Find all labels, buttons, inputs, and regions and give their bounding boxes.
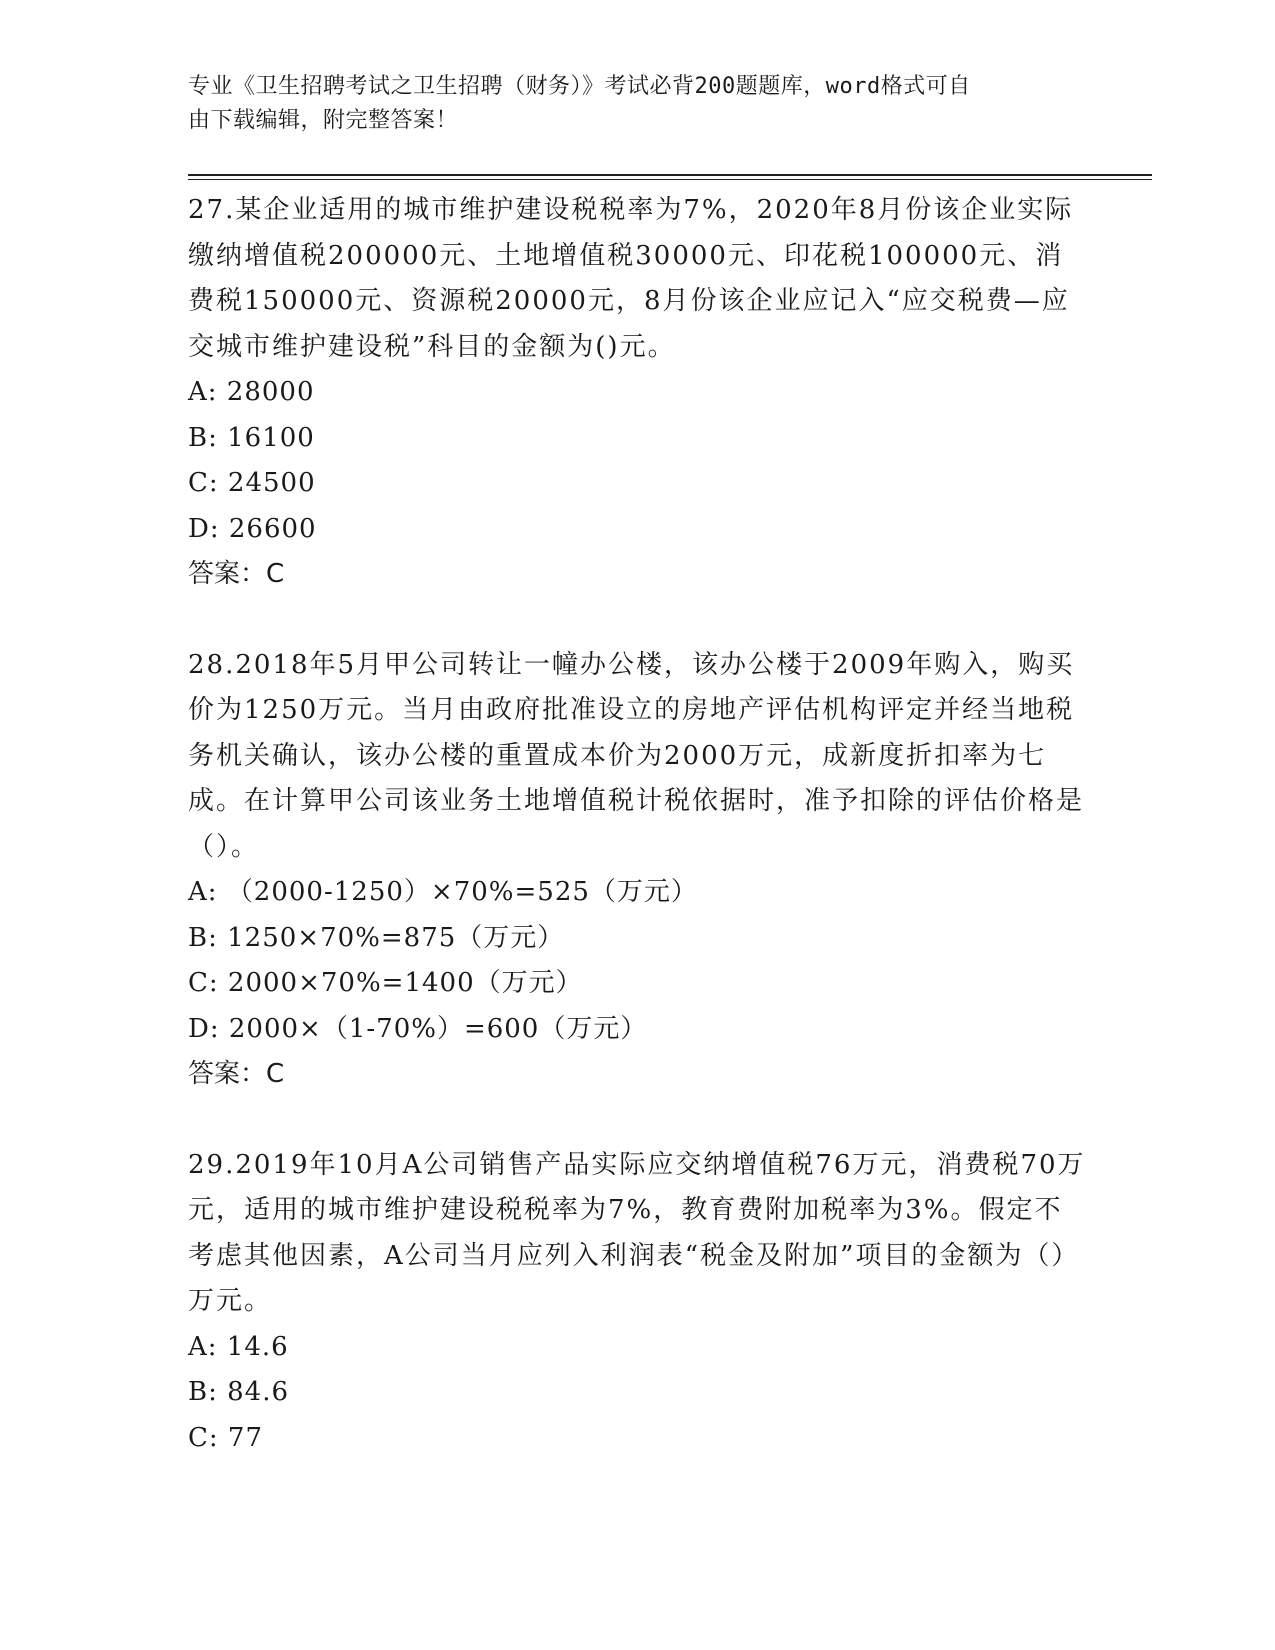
- question-27: [188, 188, 1088, 598]
- question-text: 29.2019年10月A公司销售产品实际应交纳增值税76万元，消费税70万元，适用的城市维护建设税税率为7%，教育费附加税率为3%。假定不考虑其他因素，A公司当月应列入利润表“税金及附加”项目的金额为（）万元。: [188, 1149, 1086, 1316]
- option-b: B: 84.6: [188, 1377, 290, 1407]
- question-text: 27.某企业适用的城市维护建设税税率为7%，2020年8月份该企业实际缴纳增值税200000元、土地增值税30000元、印花税100000元、消费税150000元、资源税20000元，8月份该企业应记入“应交税费—应交城市维护建设税”科目的金额为()元。: [188, 195, 1074, 362]
- question-28: [188, 643, 1088, 1098]
- answer-label: 答案：C: [188, 559, 285, 589]
- header-title-line-1: 专业《卫生招聘考试之卫生招聘（财务）》考试必背200题题库，word格式可自: [188, 74, 971, 99]
- option-d: D: 26600: [188, 513, 317, 544]
- question-text: 28.2018年5月甲公司转让一幢办公楼，该办公楼于2009年购入，购买价为1250万元。当月由政府批准设立的房地产评估机构评定并经当地税务机关确认，该办公楼的重置成本价为2000万元，成新度折扣率为七成。在计算甲公司该业务土地增值税计税依据时，准予扣除的评估价格是（）。: [188, 649, 1085, 862]
- option-b: B: 1250×70%=875（万元）: [188, 922, 565, 953]
- option-c: C: 2000×70%=1400（万元）: [188, 968, 583, 998]
- header-title-line-2: 由下载编辑，附完整答案！: [188, 108, 459, 133]
- option-a: A: 14.6: [188, 1331, 289, 1362]
- question-29: [188, 1143, 1088, 1462]
- header-divider-thick: [188, 174, 1152, 176]
- option-a: A: （2000-1250）×70%=525（万元）: [188, 877, 698, 907]
- question-list: [188, 188, 1088, 1461]
- option-d: D: 2000×（1-70%）=600（万元）: [188, 1013, 648, 1044]
- option-a: A: 28000: [188, 377, 315, 407]
- question-spacer: [188, 598, 1088, 643]
- header-divider-thin: [188, 179, 1152, 180]
- option-b: B: 16100: [188, 422, 315, 453]
- question-spacer: [188, 1098, 1088, 1143]
- document-header: [188, 70, 1088, 138]
- answer-label: 答案：C: [188, 1059, 285, 1089]
- option-c: C: 24500: [188, 468, 316, 498]
- option-c: C: 77: [188, 1422, 264, 1453]
